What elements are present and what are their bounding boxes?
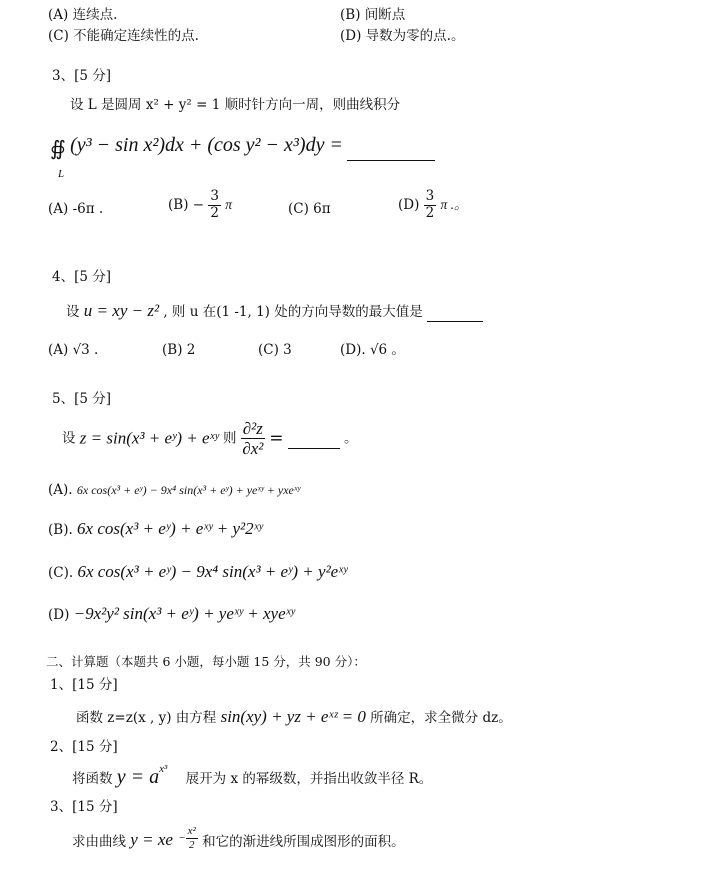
- q2-option-d: (D) 导数为零的点.。: [340, 28, 465, 44]
- section2-p2-header: 2、[15 分]: [50, 739, 118, 755]
- q4-option-c: (C) 3: [258, 342, 292, 358]
- q4-function: u = xy − z²: [83, 301, 160, 320]
- section2-p2-function: y = a: [116, 766, 160, 788]
- q3-option-a: (A) -6π .: [48, 201, 104, 217]
- q3-answer-blank: [347, 140, 435, 161]
- q2-option-c: (C) 不能确定连续性的点.: [48, 28, 199, 44]
- q3-contour-label: L: [58, 168, 65, 180]
- q4-stem: 设 u = xy − z² , 则 u 在(1 -1, 1) 处的方向导数的最大值是: [66, 300, 483, 322]
- q4-option-b: (B) 2: [162, 342, 196, 358]
- contour-integral-icon: ∯: [50, 135, 66, 160]
- q4-header: 4、[5 分]: [52, 269, 112, 285]
- q5-second-partial-fraction: $\frac{\text{∂²z}}{\text{∂x²}}$: [242, 419, 264, 458]
- section2-p3-exponent: − $\frac{\text{x²}}{2}$: [178, 825, 196, 851]
- q5-option-b: (B). 6x cos(x³ + eʸ) + eˣʸ + y²2ˣʸ: [48, 519, 263, 538]
- q5-header: 5、[5 分]: [52, 391, 112, 407]
- q3-integral-line: [50, 132, 435, 166]
- q5-option-d: (D) −9x²y² sin(x³ + eʸ) + yeˣʸ + xyeˣʸ: [48, 604, 295, 623]
- q4-answer-blank: [427, 307, 483, 322]
- section2-p1-header: 1、[15 分]: [50, 677, 118, 693]
- q2-option-b: (B) 间断点: [340, 7, 406, 23]
- section2-p3-function: y = xe: [130, 830, 173, 849]
- q3-option-d: (D) $\frac{3}{2}$ π .。: [398, 188, 468, 221]
- q3-header: 3、[5 分]: [52, 68, 112, 84]
- q4-option-a: (A) √3 .: [48, 342, 99, 358]
- q3-option-b: (B) − $\frac{3}{2}$ π: [168, 188, 233, 221]
- q5-option-c: (C). 6x cos(x³ + eʸ) − 9x⁴ sin(x³ + eʸ) + y²eˣʸ: [48, 562, 348, 581]
- q3-option-b-fraction: $\frac{3}{2}$: [210, 188, 219, 221]
- q5-answer-blank: [288, 428, 340, 449]
- section2-p1: 函数 z=z(x , y) 由方程 sin(xy) + yz + eˣᶻ = 0 所确定，求全微分 dz。: [76, 707, 512, 726]
- q3-option-d-fraction: $\frac{3}{2}$: [425, 188, 435, 221]
- q3-option-c: (C) 6π: [288, 201, 331, 217]
- q5-function: z = sin(x³ + eʸ) + eˣʸ: [79, 428, 219, 448]
- section2-p2: 将函数 $y = a^{x^3}$ 展开为 x 的幂级数，并指出收敛半径 R。: [72, 762, 433, 788]
- section2-heading: 二、计算题（本题共 6 小题，每小题 15 分，共 90 分）：: [46, 654, 366, 669]
- q3-integral-expression: (y³ − sin x²)dx + (cos y² − x³)dy =: [70, 134, 343, 156]
- section2-p1-equation: sin(xy) + yz + eˣᶻ = 0: [220, 707, 366, 726]
- section2-p3: 求由曲线 y = xe − $\frac{\text{x²}}{2}$ 和它的渐进线所围成图形的面积。: [72, 825, 405, 851]
- q5-stem: 设 z = sin(x³ + eʸ) + eˣʸ 则 $\frac{\text{∂²z}}{\text{∂x²}}$ = 。: [62, 419, 358, 458]
- q4-option-d: (D). √6 。: [340, 342, 405, 358]
- section2-p3-header: 3、[15 分]: [50, 799, 118, 815]
- q3-stem: 设 L 是圆周 x² + y² = 1 顺时针方向一周，则曲线积分: [70, 97, 401, 113]
- q2-option-a: (A) 连续点.: [48, 7, 118, 23]
- q5-option-a: (A). 6x cos(x³ + eʸ) − 9x⁴ sin(x³ + eʸ) + yeˣʸ + yxeˣʸ: [48, 482, 301, 498]
